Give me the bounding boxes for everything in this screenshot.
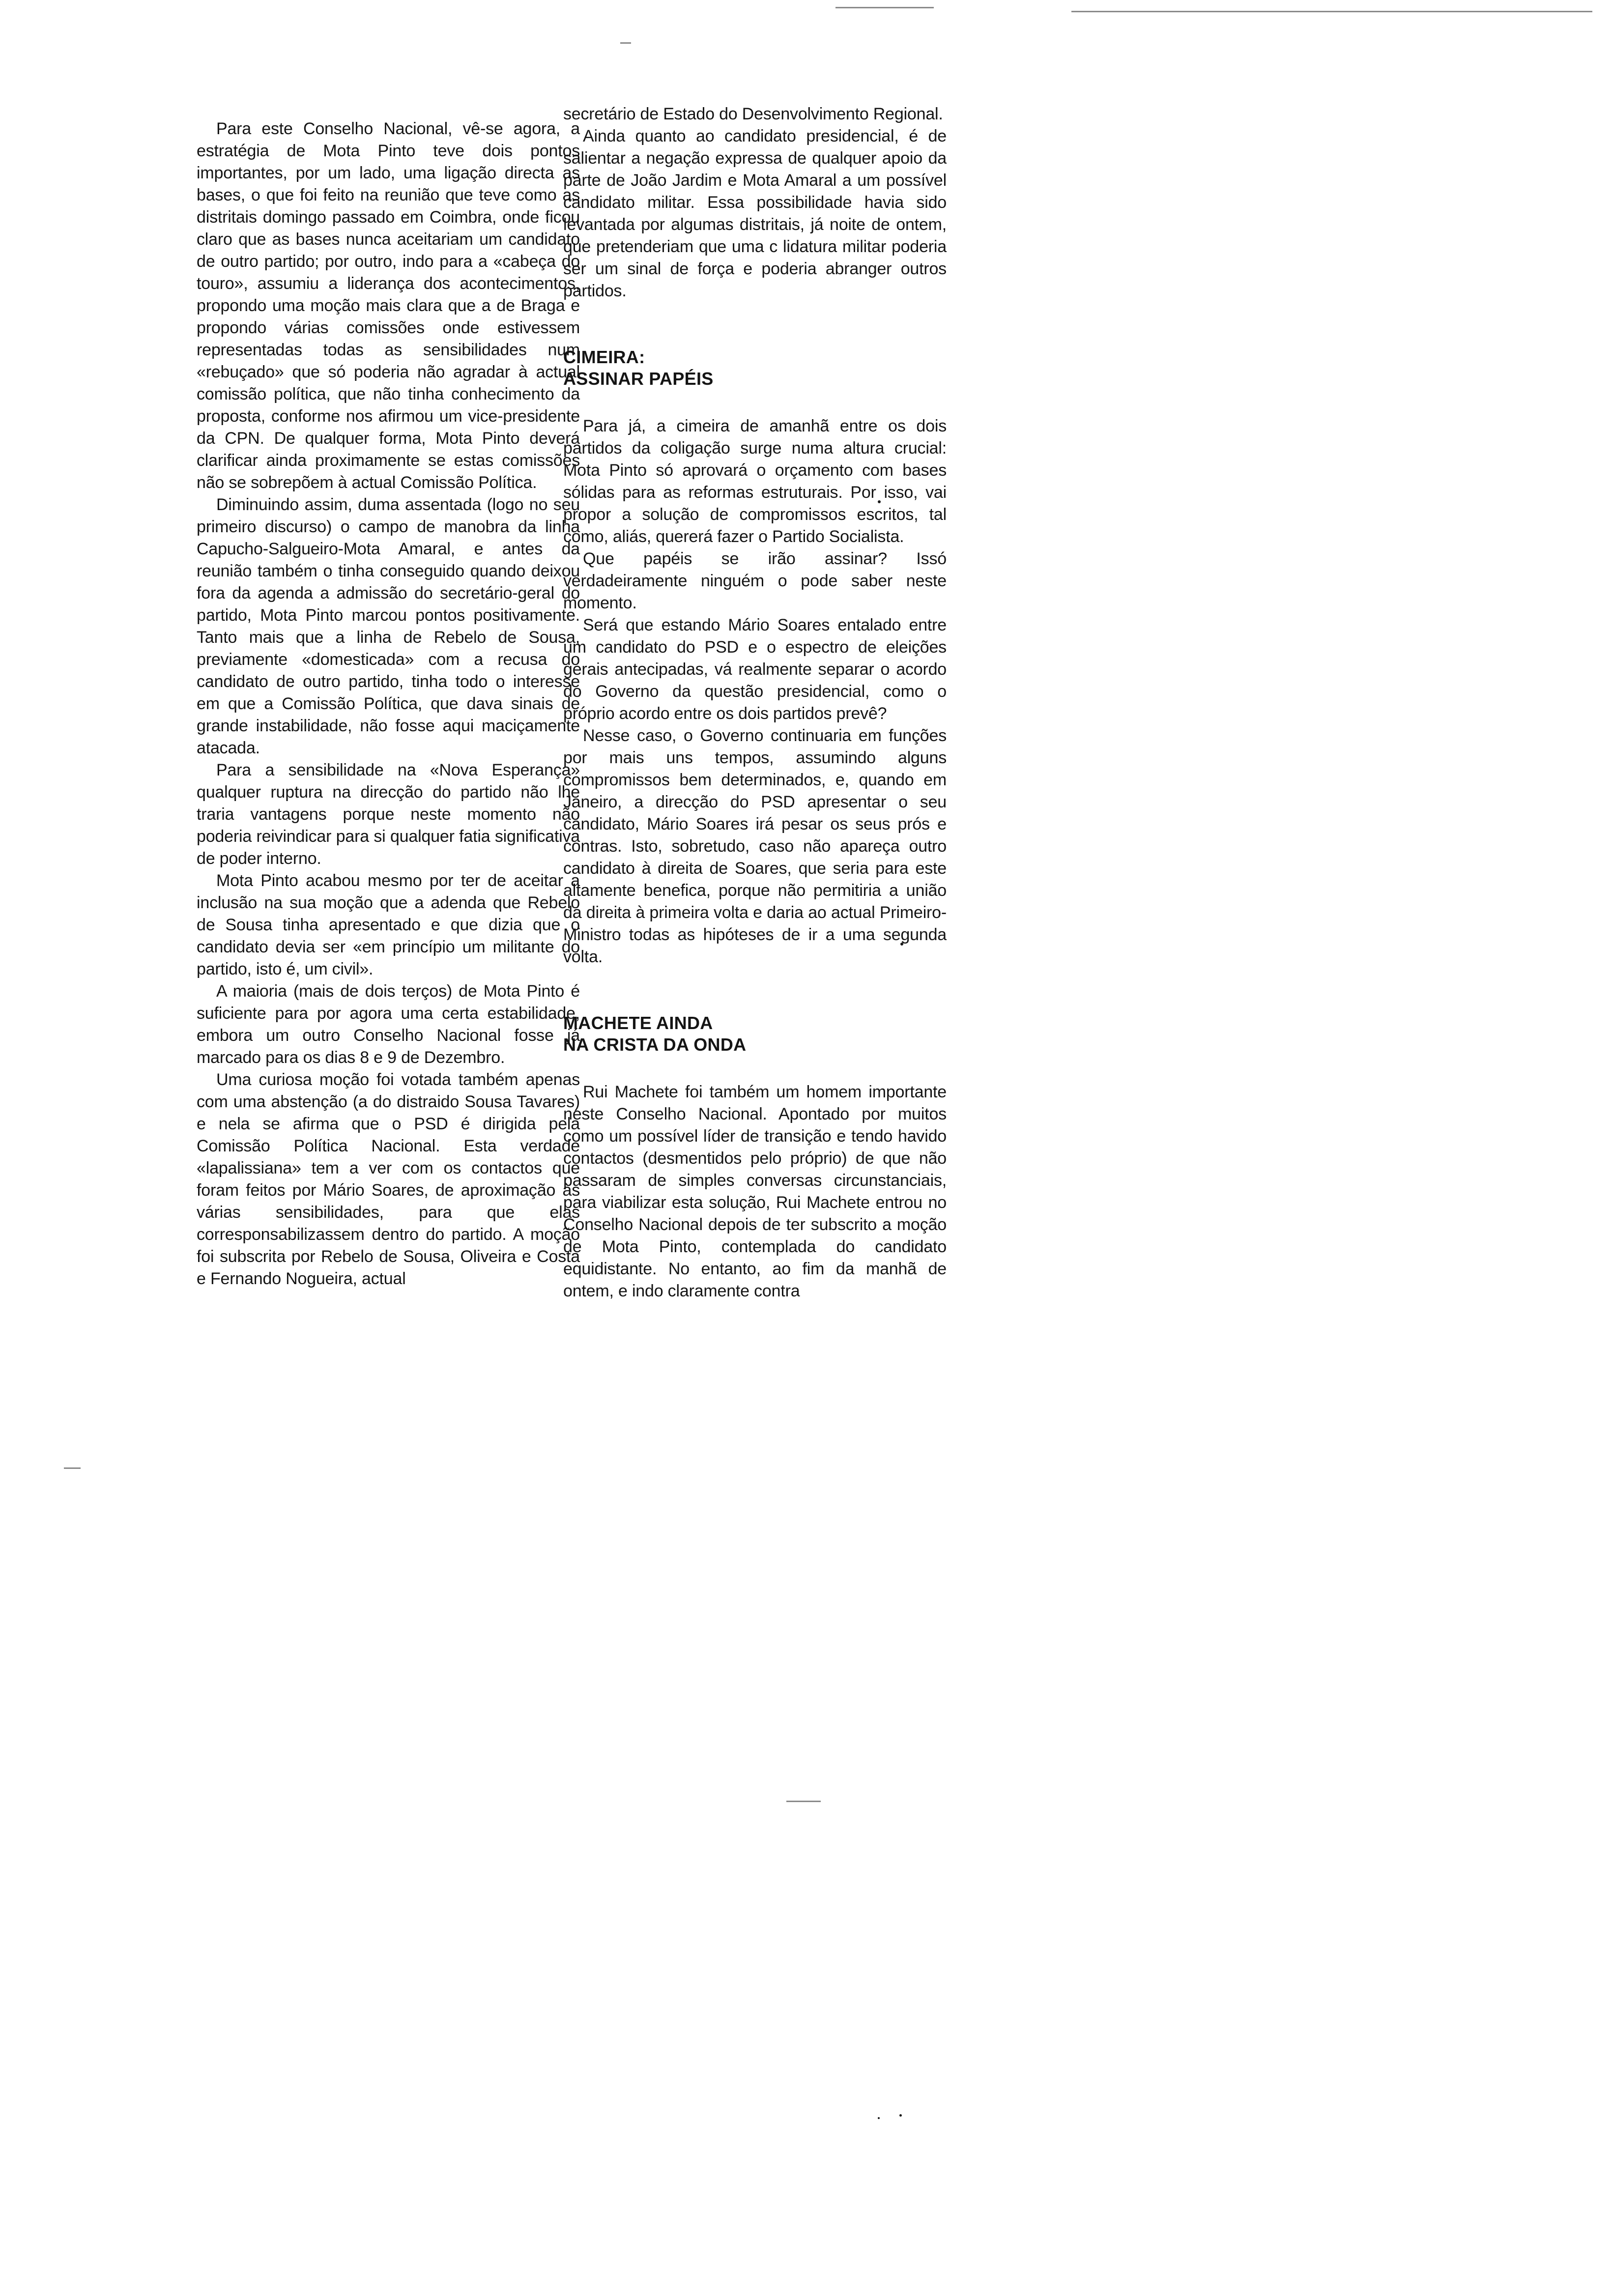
paragraph: Para já, a cimeira de amanhã entre os dois partidos da coligação surge numa altura crucial: Mota Pinto só aprovará o orçamento com bases sólidas para as reformas estruturais. Por isso, vai propor a solução de compromissos escritos, tal como, aliás, quererá fazer o Partido Socialista. bbox=[563, 417, 947, 546]
heading-line: CIMEIRA: bbox=[563, 347, 645, 367]
article-right-column bbox=[563, 103, 947, 1302]
scan-edge-line-top-right bbox=[1071, 11, 1592, 12]
paragraph: Para a sensibilidade na «Nova Esperança» qualquer ruptura na direcção do partido não lhe traria vantagens porque neste momento não poderia reivindicar para si qualquer fatia significativa de poder interno. bbox=[197, 761, 580, 868]
heading-line: ASSINAR PAPÉIS bbox=[563, 369, 714, 389]
heading-line: MACHETE AINDA bbox=[563, 1013, 713, 1033]
paragraph: Mota Pinto acabou mesmo por ter de aceitar a inclusão na sua moção que a adenda que Rebelo de Sousa tinha apresentado e que dizia que o candidato devia ser «em princípio um militante do partido, isto é, um civil». bbox=[197, 871, 580, 978]
paragraph: Nesse caso, o Governo continuaria em funções por mais uns tempos, assumindo alguns compromissos bem determinados, e, quando em Janeiro, a direcção do PSD apresentar o seu candidato, Mário Soares irá pesar os seus prós e contras. Isto, sobretudo, caso não apareça outro candidato à direita de Soares, que seria para este altamente benefica, porque não permitiria a união da direita à primeira volta e daria ao actual Primeiro-Ministro todas as hipóteses de ir a uma segunda volta. bbox=[563, 726, 947, 966]
section-heading-machete bbox=[563, 1012, 947, 1056]
scan-mark-left bbox=[64, 1467, 81, 1469]
speck bbox=[899, 2114, 902, 2117]
speck bbox=[878, 2117, 880, 2119]
section-heading-cimeira bbox=[563, 346, 947, 390]
paragraph: Diminuindo assim, duma assentada (logo no seu primeiro discurso) o campo de manobra da linha Capucho-Salgueiro-Mota Amaral, e antes da reunião também o tinha conseguido quando deixou fora da agenda a admissão do secretário-geral do partido, Mota Pinto marcou pontos positivamente. Tanto mais que a linha de Rebelo de Sousa, previamente «domesticada» com a recusa do candidato de outro partido, tinha todo o interesse em que a Comissão Política, que dava sinais de grande instabilidade, não fosse aqui maciçamente atacada. bbox=[197, 495, 580, 757]
paragraph: Que papéis se irão assinar? Issó verdadeiramente ninguém o pode saber neste momento. bbox=[563, 549, 947, 612]
scan-mark-bottom bbox=[786, 1801, 821, 1802]
article-left-column bbox=[197, 118, 580, 1290]
paragraph: secretário de Estado do Desenvolvimento Regional. bbox=[563, 105, 943, 123]
heading-line: NA CRISTA DA ONDA bbox=[563, 1034, 747, 1055]
paragraph: Rui Machete foi também um homem importante neste Conselho Nacional. Apontado por muitos como um possível líder de transição e tendo havido contactos (desmentidos pelo próprio) de que não passaram de simples conversas circunstanciais, para viabilizar esta solução, Rui Machete entrou no Conselho Nacional depois de ter subscrito a moção de Mota Pinto, contemplada do candidato equidistante. No entanto, ao fim da manhã de ontem, e indo claramente contra bbox=[563, 1083, 947, 1300]
paragraph: Para este Conselho Nacional, vê-se agora, a estratégia de Mota Pinto teve dois pontos importantes, por um lado, uma ligação directa as bases, o que foi feito na reunião que teve como as distritais domingo passado em Coimbra, onde ficou claro que as bases nunca aceitariam um candidato de outro partido; por outro, indo para a «cabeça do touro», assumiu a liderança dos acontecimentos, propondo uma moção mais clara que a de Braga e propondo várias comissões onde estivessem representadas todas as sensibilidades num «rebuçado» que só poderia não agradar à actual comissão política, que não tinha conhecimento da proposta, conforme nos afirmou um vice-presidente da CPN. De qualquer forma, Mota Pinto deverá clarificar ainda proximamente se estas comissões não se sobrepõem à actual Comissão Política. bbox=[197, 119, 580, 492]
paragraph: Será que estando Mário Soares entalado entre um candidato do PSD e o espectro de eleições gerais antecipadas, vá realmente separar o acordo do Governo da questão presidencial, como o próprio acordo entre os dois partidos prevê? bbox=[563, 616, 947, 723]
scan-edge-line-top bbox=[835, 7, 934, 8]
scan-mark bbox=[620, 42, 631, 44]
paragraph: Ainda quanto ao candidato presidencial, é de salientar a negação expressa de qualquer apoio da parte de João Jardim e Mota Amaral a um possível candidato militar. Essa possibilidade havia sido levantada por algumas distritais, já noite de ontem, que pretenderiam que uma c lidatura militar poderia ser um sinal de força e poderia abranger outros partidos. bbox=[563, 127, 947, 300]
paragraph: Uma curiosa moção foi votada também apenas com uma abstenção (a do distraido Sousa Tavares) e nela se afirma que o PSD é dirigida pela Comissão Política Nacional. Esta verdade «lapalissiana» tem a ver com os contactos que foram feitos por Mário Soares, de aproximação às várias sensibilidades, para que elas corresponsabilizassem dentro do partido. A moção foi subscrita por Rebelo de Sousa, Oliveira e Costa e Fernando Nogueira, actual bbox=[197, 1070, 580, 1288]
paragraph: A maioria (mais de dois terços) de Mota Pinto é suficiente para por agora uma certa estabilidade, embora um outro Conselho Nacional fosse já marcado para os dias 8 e 9 de Dezembro. bbox=[197, 982, 580, 1067]
